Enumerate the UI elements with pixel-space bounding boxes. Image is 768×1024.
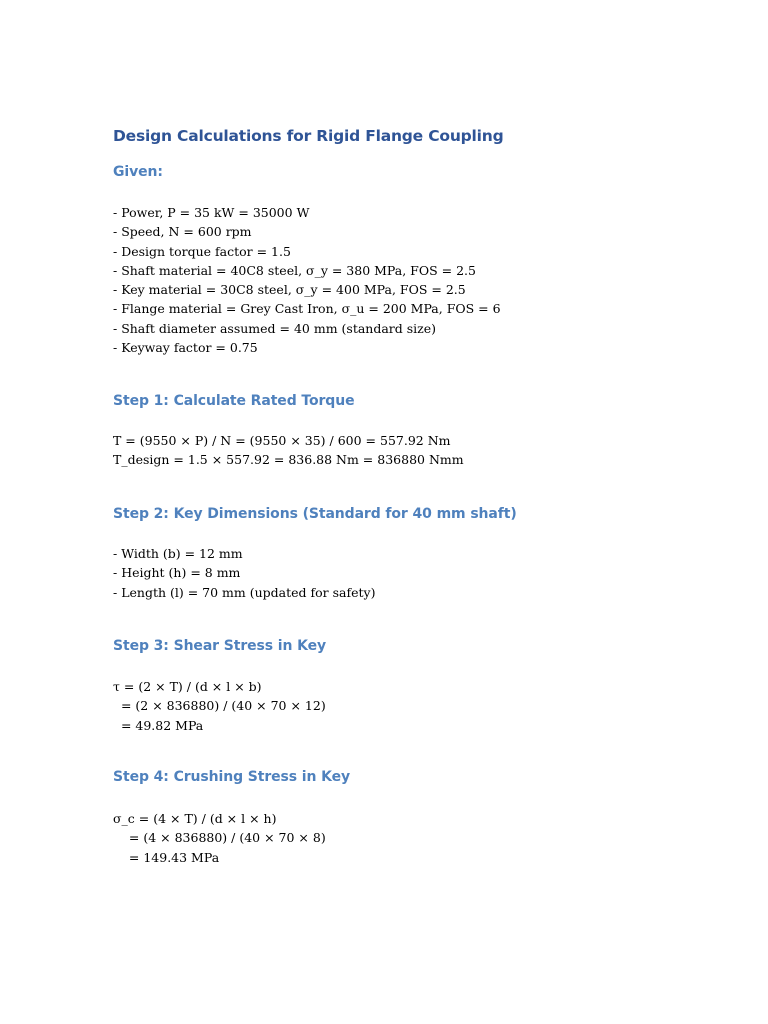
step4-line: σ_c = (4 × T) / (d × l × h) (113, 811, 277, 826)
step1-body (113, 431, 713, 470)
step3-heading: Step 3: Shear Stress in Key (113, 638, 327, 654)
step1-line: T = (9550 × P) / N = (9550 × 35) / 600 = 557.92 Nm (113, 433, 451, 448)
given-line: - Power, P = 35 kW = 35000 W (113, 205, 310, 220)
given-line: - Design torque factor = 1.5 (113, 243, 291, 259)
step4-body (113, 809, 713, 867)
step4-line: = 149.43 MPa (113, 849, 220, 865)
step3-line: τ = (2 × T) / (d × l × b) (113, 679, 262, 694)
step2-line: - Width (b) = 12 mm (113, 546, 243, 561)
step2-heading: Step 2: Key Dimensions (Standard for 40 mm shaft) (113, 506, 517, 522)
step2-line: - Length (l) = 70 mm (updated for safety) (113, 584, 376, 600)
given-line: - Speed, N = 600 rpm (113, 224, 252, 240)
step3-body (113, 677, 713, 735)
step2-line: - Height (h) = 8 mm (113, 565, 241, 581)
given-list (113, 203, 713, 357)
step2-body (113, 544, 713, 602)
given-line: - Keyway factor = 0.75 (113, 340, 258, 356)
document-title: Design Calculations for Rigid Flange Coupling (113, 127, 504, 145)
given-line: - Flange material = Grey Cast Iron, σ_u = 200 MPa, FOS = 6 (113, 301, 501, 317)
step3-line: = 49.82 MPa (113, 717, 204, 733)
step4-line: = (4 × 836880) / (40 × 70 × 8) (113, 830, 326, 846)
step1-line: T_design = 1.5 × 557.92 = 836.88 Nm = 836880 Nmm (113, 452, 464, 468)
given-line: - Shaft diameter assumed = 40 mm (standard size) (113, 320, 437, 336)
given-line: - Shaft material = 40C8 steel, σ_y = 380 MPa, FOS = 2.5 (113, 262, 476, 278)
step4-heading: Step 4: Crushing Stress in Key (113, 769, 351, 785)
given-heading: Given: (113, 164, 163, 180)
step3-line: = (2 × 836880) / (40 × 70 × 12) (113, 698, 326, 714)
given-line: - Key material = 30C8 steel, σ_y = 400 MPa, FOS = 2.5 (113, 282, 466, 298)
step1-heading: Step 1: Calculate Rated Torque (113, 393, 355, 409)
